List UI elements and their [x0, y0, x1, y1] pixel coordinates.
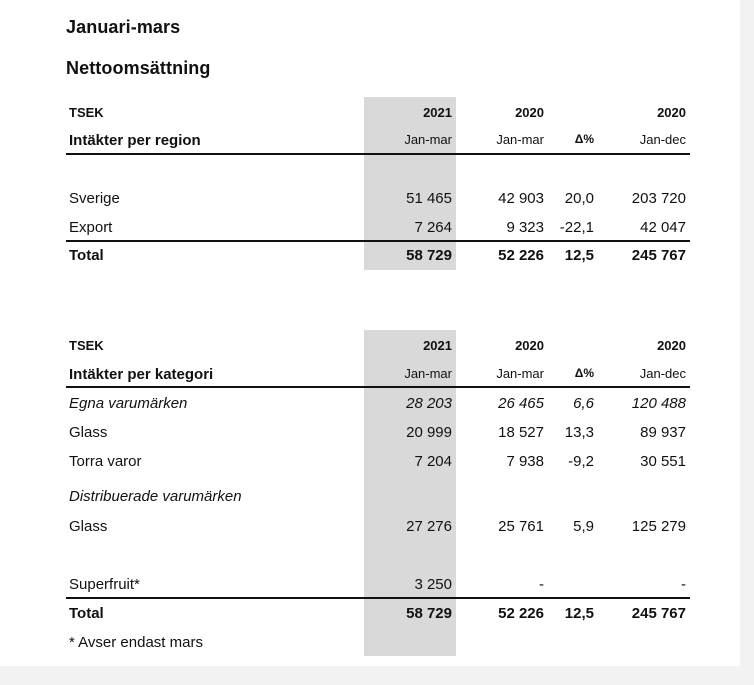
cell-value: -9,2 — [568, 453, 594, 470]
row-label: Torra varor — [69, 453, 142, 470]
year-col-1: 2021 — [423, 338, 452, 353]
cell-value: 7 938 — [506, 453, 544, 470]
row-label: Total — [69, 247, 104, 264]
table-row — [0, 488, 754, 510]
cell-value: 20,0 — [564, 190, 594, 207]
cell-value: 42 047 — [640, 219, 686, 236]
table-row — [0, 424, 754, 446]
period-col-4: Jan-dec — [639, 366, 686, 381]
row-label: Total — [69, 605, 104, 622]
header-rule — [66, 153, 690, 155]
total-rule — [66, 240, 690, 242]
period-col-3: Δ% — [574, 132, 594, 146]
cell-value: 30 551 — [640, 453, 686, 470]
cell-value: 125 279 — [631, 518, 686, 535]
row-label: Glass — [69, 424, 108, 441]
table-row — [0, 518, 754, 540]
section-title: Nettoomsättning — [66, 58, 211, 78]
cell-value: 58 729 — [406, 247, 452, 264]
table-header-years — [0, 338, 754, 360]
cell-value: 20 999 — [406, 424, 452, 441]
cell-value: -22,1 — [559, 219, 594, 236]
table-label: Intäkter per kategori — [69, 366, 214, 383]
cell-value: 6,6 — [573, 395, 594, 412]
total-row — [0, 605, 754, 627]
year-col-2: 2020 — [515, 105, 544, 120]
cell-value: 13,3 — [564, 424, 594, 441]
table-row — [0, 576, 754, 598]
cell-value: 28 203 — [406, 395, 452, 412]
table-header-periods — [0, 366, 754, 388]
cell-value: 42 903 — [498, 190, 544, 207]
row-label: Egna varumärken — [69, 395, 188, 412]
cell-value: 7 264 — [414, 219, 452, 236]
row-label: Superfruit* — [69, 576, 140, 593]
cell-value: 89 937 — [640, 424, 686, 441]
cell-value: 203 720 — [631, 190, 686, 207]
year-col-4: 2020 — [657, 338, 686, 353]
unit-label: TSEK — [69, 105, 104, 120]
row-label: Glass — [69, 518, 108, 535]
cell-value: 52 226 — [498, 605, 544, 622]
total-rule — [66, 597, 690, 599]
cell-value: 52 226 — [498, 247, 544, 264]
cell-value: 18 527 — [498, 424, 544, 441]
year-col-1: 2021 — [423, 105, 452, 120]
row-label: Sverige — [69, 190, 120, 207]
cell-value: - — [681, 576, 686, 593]
cell-value: 26 465 — [498, 395, 544, 412]
unit-label: TSEK — [69, 338, 104, 353]
cell-value: 58 729 — [406, 605, 452, 622]
cell-value: 5,9 — [573, 518, 594, 535]
table-label: Intäkter per region — [69, 132, 201, 149]
cell-value: 3 250 — [414, 576, 452, 593]
cell-value: - — [539, 576, 544, 593]
total-row — [0, 247, 754, 269]
cell-value: 51 465 — [406, 190, 452, 207]
cell-value: 25 761 — [498, 518, 544, 535]
cell-value: 245 767 — [631, 247, 686, 264]
year-col-2: 2020 — [515, 338, 544, 353]
cell-value: 12,5 — [564, 247, 594, 264]
cell-value: 245 767 — [631, 605, 686, 622]
row-label: Export — [69, 219, 113, 236]
cell-value: 7 204 — [414, 453, 452, 470]
row-label: Distribuerade varumärken — [69, 488, 242, 505]
period-col-1: Jan-mar — [404, 366, 452, 381]
header-rule — [66, 386, 690, 388]
cell-value: 9 323 — [506, 219, 544, 236]
table-header-years — [0, 105, 754, 127]
table-row — [0, 219, 754, 241]
table-header-periods — [0, 132, 754, 154]
period-col-2: Jan-mar — [496, 366, 544, 381]
cell-value: 27 276 — [406, 518, 452, 535]
period-col-3: Δ% — [574, 366, 594, 380]
cell-value: 12,5 — [564, 605, 594, 622]
period-col-4: Jan-dec — [639, 132, 686, 147]
year-col-4: 2020 — [657, 105, 686, 120]
cell-value: 120 488 — [631, 395, 686, 412]
page-title: Januari-mars — [66, 17, 181, 37]
table-row — [0, 395, 754, 417]
period-col-2: Jan-mar — [496, 132, 544, 147]
table-row — [0, 190, 754, 212]
footnote: * Avser endast mars — [69, 634, 203, 651]
period-col-1: Jan-mar — [404, 132, 452, 147]
table-row — [0, 453, 754, 475]
